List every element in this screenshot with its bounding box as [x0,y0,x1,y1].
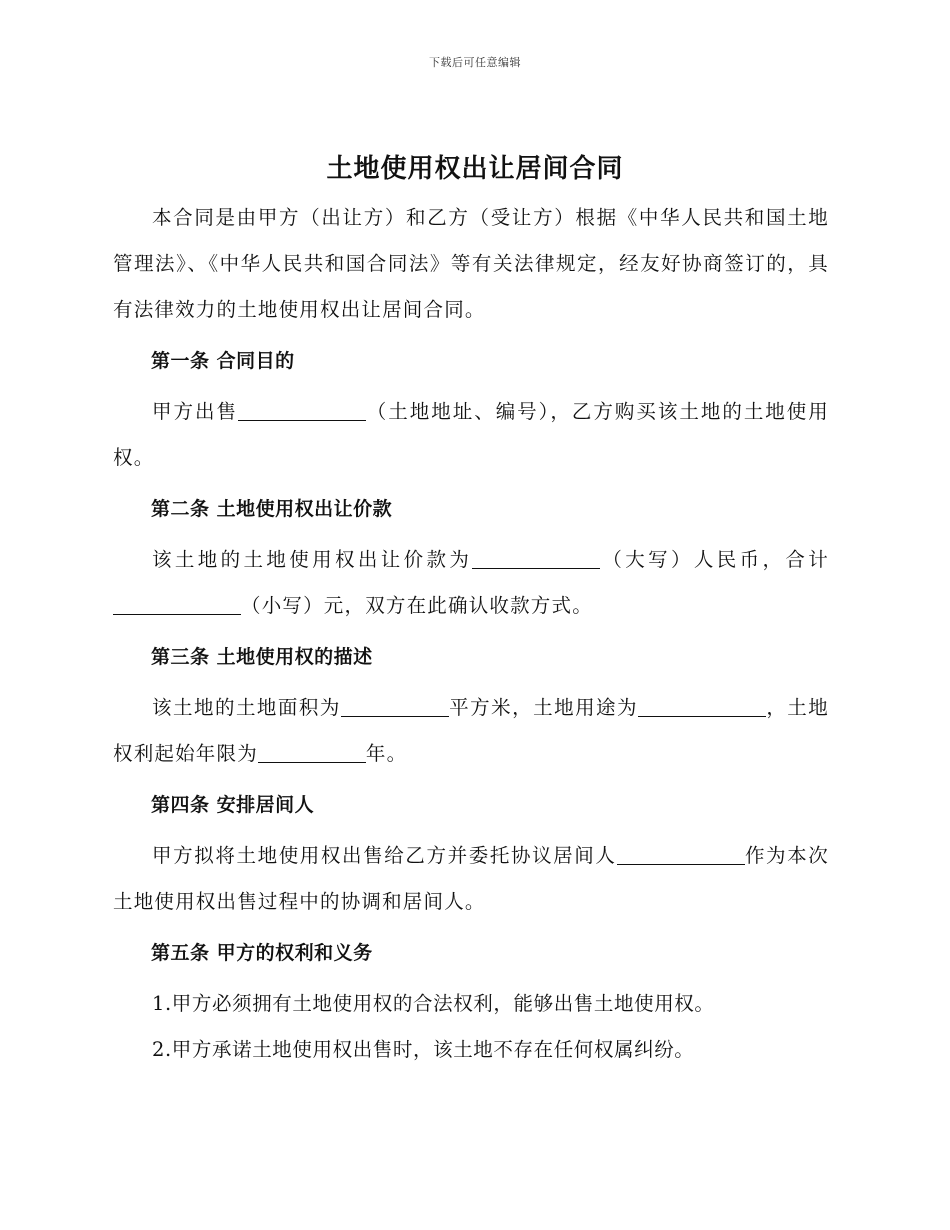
article-3-text-c: ，土地权利起始年限为 [113,696,829,765]
article-2-heading: 第二条 土地使用权出让价款 [151,498,393,520]
article-3-heading: 第三条 土地使用权的描述 [151,646,373,668]
article-5-item-2: 2.甲方承诺土地使用权出售时，该土地不存在任何权属纠纷。 [152,1038,695,1061]
document-title: 土地使用权出让居间合同 [326,154,624,184]
land-use-blank[interactable] [638,697,766,718]
header-note: 下载后可任意编辑 [429,56,521,69]
article-2-paragraph [113,537,829,629]
article-1-text-b: （土地地址、编号），乙方购买该土地的土地使用权。 [113,400,829,469]
article-1-heading: 第一条 合同目的 [151,350,295,372]
article-3-paragraph [113,685,829,777]
article-2-text-b: （大写）人民币，合计 [600,548,829,571]
article-4-text-a: 甲方拟将土地使用权出售给乙方并委托协议居间人 [152,844,617,867]
article-4-paragraph [113,833,829,925]
article-2-text-a: 该土地的土地使用权出让价款为 [152,548,473,571]
land-area-blank[interactable] [341,697,449,718]
article-1-text-a: 甲方出售 [152,400,238,423]
price-uppercase-blank[interactable] [472,549,600,570]
article-3-text-d: 年。 [365,742,408,765]
article-3-text-b: 平方米，土地用途为 [448,696,639,719]
article-3-text-a: 该土地的土地面积为 [152,696,341,719]
term-years-blank[interactable] [258,743,366,764]
article-4-heading: 第四条 安排居间人 [151,794,315,816]
land-address-blank[interactable] [238,401,366,422]
article-4-text-b: 作为本次土地使用权出售过程中的协调和居间人。 [113,844,829,913]
intermediary-name-blank[interactable] [617,845,745,866]
document-body [113,195,829,1073]
intro-paragraph: 本合同是由甲方（出让方）和乙方（受让方）根据《中华人民共和国土地管理法》、《中华人民共和国合同法》等有关法律规定，经友好协商签订的，具有法律效力的土地使用权出让居间合同。 [113,206,829,321]
article-2-text-c: （小写）元，双方在此确认收款方式。 [241,594,593,617]
article-5-item-1: 1.甲方必须拥有土地使用权的合法权利，能够出售土地使用权。 [152,992,715,1015]
price-lowercase-blank[interactable] [113,595,241,616]
article-1-paragraph [113,389,829,481]
article-5-heading: 第五条 甲方的权利和义务 [151,942,373,964]
